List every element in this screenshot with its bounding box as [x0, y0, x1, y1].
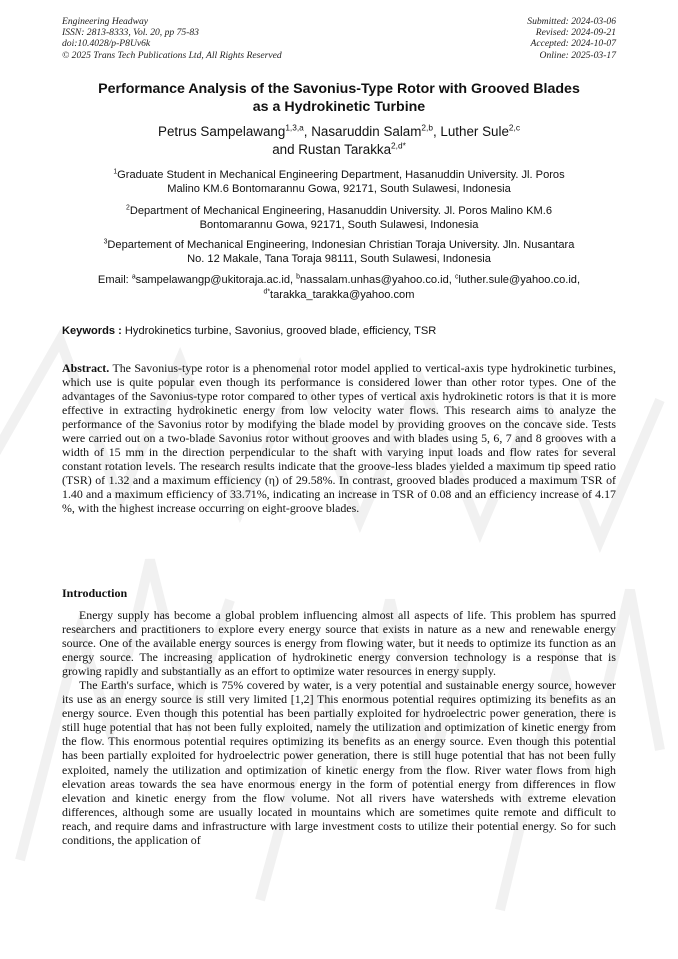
- introduction-body: [62, 608, 616, 847]
- affiliation-1: [75, 168, 603, 196]
- email-link[interactable]: luther.sule@yahoo.co.id,: [458, 274, 581, 286]
- issn-volume: ISSN: 2813-8333, Vol. 20, pp 75-83: [62, 27, 199, 39]
- affiliation-3: [75, 238, 603, 266]
- title-line-1: Performance Analysis of the Savonius-Type Rotor with Grooved Blades: [98, 81, 580, 97]
- revised-date: Revised: 2024-09-21: [535, 27, 616, 39]
- copyright: © 2025 Trans Tech Publications Ltd, All Rights Reserved: [62, 49, 282, 61]
- author-name: Luther Sule: [440, 124, 509, 139]
- affiliation-line: [75, 168, 603, 182]
- submitted-date: Submitted: 2024-03-06: [527, 16, 616, 27]
- affiliation-line: [75, 238, 603, 252]
- affiliation-2: [75, 204, 603, 232]
- author-sup: 2,d*: [391, 140, 406, 151]
- affiliation-sup: 2: [125, 204, 130, 212]
- author-name: Petrus Sampelawang: [158, 124, 286, 139]
- keywords: [62, 324, 616, 338]
- online-date: Online: 2025-03-17: [539, 49, 616, 61]
- affiliation-line: No. 12 Makale, Tana Toraja 98111, South Sulawesi, Indonesia: [187, 253, 491, 266]
- email-line-1: [62, 273, 616, 288]
- affiliation-text: Graduate Student in Mechanical Engineering Department, Hasanuddin University. Jl. Poros: [117, 169, 565, 181]
- abstract-label: Abstract.: [62, 361, 110, 375]
- author-name: Nasaruddin Salam: [311, 124, 422, 139]
- email-sup: a: [131, 273, 136, 281]
- keywords-text: Hydrokinetics turbine, Savonius, grooved blade, efficiency, TSR: [121, 325, 437, 337]
- email-label: Email:: [97, 274, 132, 286]
- author-sup: 2,c: [508, 122, 520, 133]
- section-heading-introduction: Introduction: [62, 586, 128, 600]
- author-separator: ,: [303, 124, 312, 139]
- author-separator: ,: [432, 124, 441, 139]
- author-sup: 2,b: [421, 122, 433, 133]
- affiliation-text: Departement of Mechanical Engineering, Indonesian Christian Toraja University. Jln. Nusantara: [107, 239, 575, 251]
- affiliation-line: Malino KM.6 Bontomarannu Gowa, 92171, South Sulawesi, Indonesia: [167, 183, 511, 196]
- author-line-2: [62, 141, 616, 159]
- affiliation-text: Department of Mechanical Engineering, Hasanuddin University. Jl. Poros Malino KM.6: [129, 205, 552, 217]
- email-sup: c: [454, 273, 459, 281]
- abstract-text: The Savonius-type rotor is a phenomenal rotor model applied to vertical-axis type hydrokinetic turbines, which use is quite popular even though its performance is considered lower than other rotor types. One of the advantages of the Savonius-type rotor compared to other types of vertical axis hydrokinetic rotors is that it is more effective in extracting hydrokinetic energy from low velocity water flows. This research aims to analyze the performance of the Savonius rotor by modifying the blade model by providing grooves on the concave side. Tests were carried out on a two-blade Savonius rotor without grooves and with blades using 5, 6, 7 and 8 grooves with a width of 15 mm in the direction perpendicular to the shaft with varying input loads and flow rates for several constant rotation levels. The research results indicate that the groove-less blades yielded a maximum tip speed ratio (TSR) of 1.32 and a maximum efficiency (η) of 29.58%. In contrast, grooved blades produced a maximum TSR of 1.40 and a maximum efficiency of 33.71%, indicating an increase in TSR of 0.08 and an efficiency increase of 4.17 %, with the highest increase occurring on eight-groove blades.: [62, 361, 616, 516]
- affiliation-line: [75, 204, 603, 218]
- article-dates: [527, 16, 616, 61]
- email-sup: b: [296, 273, 300, 281]
- affiliation-sup: 3: [103, 238, 108, 246]
- author-list: [62, 123, 616, 159]
- author-line-1: [62, 123, 616, 141]
- email-line-2: [62, 288, 616, 303]
- journal-name: Engineering Headway: [62, 16, 149, 27]
- keywords-label: Keywords :: [62, 325, 122, 337]
- paragraph: Energy supply has become a global problem influencing almost all aspects of life. This problem has spurred researchers and practitioners to explore every energy source that exists in nature as a new and renewable energy source. One of the available energy sources is energy from flowing water, but it needs to optimize its function as an energy source. The increasing application of hydrokinetic energy conversion technology is a response that is growing rapidly and substantially as an effort to optimize water resources in energy supply.: [62, 608, 616, 679]
- paper-title: [62, 81, 616, 116]
- abstract: [62, 361, 616, 516]
- doi[interactable]: doi:10.4028/p-P8Uv6k: [62, 38, 151, 50]
- email-link[interactable]: nassalam.unhas@yahoo.co.id,: [299, 274, 455, 286]
- affiliation-line: Bontomarannu Gowa, 92171, South Sulawesi, Indonesia: [199, 219, 479, 232]
- title-line-2: as a Hydrokinetic Turbine: [252, 98, 426, 115]
- paragraph: The Earth's surface, which is 75% covered by water, is a very potential and sustainable energy source, however its use as an energy source is still very limited [1,2] This enormous potential requires optimizing its benefits as an energy source. Even though this potential has been partially exploited for hydroelectric power generation, there is still huge potential that has not been fully exploited, namely the utilization and optimization of kinetic energy from the flow. This enormous potential requires optimizing its benefits as an energy source. Even though this potential has been partially exploited for hydroelectric power generation, there is still huge potential that has not been fully exploited, namely the utilization and optimization of kinetic energy from the flow. River water flows from high elevation areas towards the sea have enormous energy in the form of potential energy from differences in flow elevation and kinetic energy from the flow volume. Not all rivers have watersheds with extreme elevation differences, although some are usually located in mountains which are sometimes quite remote and difficult to reach, and require dams and infrastructure with large investment costs to utilize their potential energy. So for such conditions, the application of: [62, 678, 616, 847]
- author-sup: 1,3,a: [285, 122, 304, 133]
- accepted-date: Accepted: 2024-10-07: [530, 38, 616, 50]
- author-conjunction: and: [272, 142, 299, 157]
- affiliation-sup: 1: [113, 168, 118, 176]
- journal-meta: [62, 16, 282, 61]
- email-link[interactable]: tarakka_tarakka@yahoo.com: [270, 289, 415, 301]
- email-sup: d*: [263, 288, 271, 296]
- email-block: [62, 273, 616, 303]
- email-link[interactable]: sampelawangp@ukitoraja.ac.id,: [135, 274, 297, 286]
- author-name: Rustan Tarakka: [298, 142, 392, 157]
